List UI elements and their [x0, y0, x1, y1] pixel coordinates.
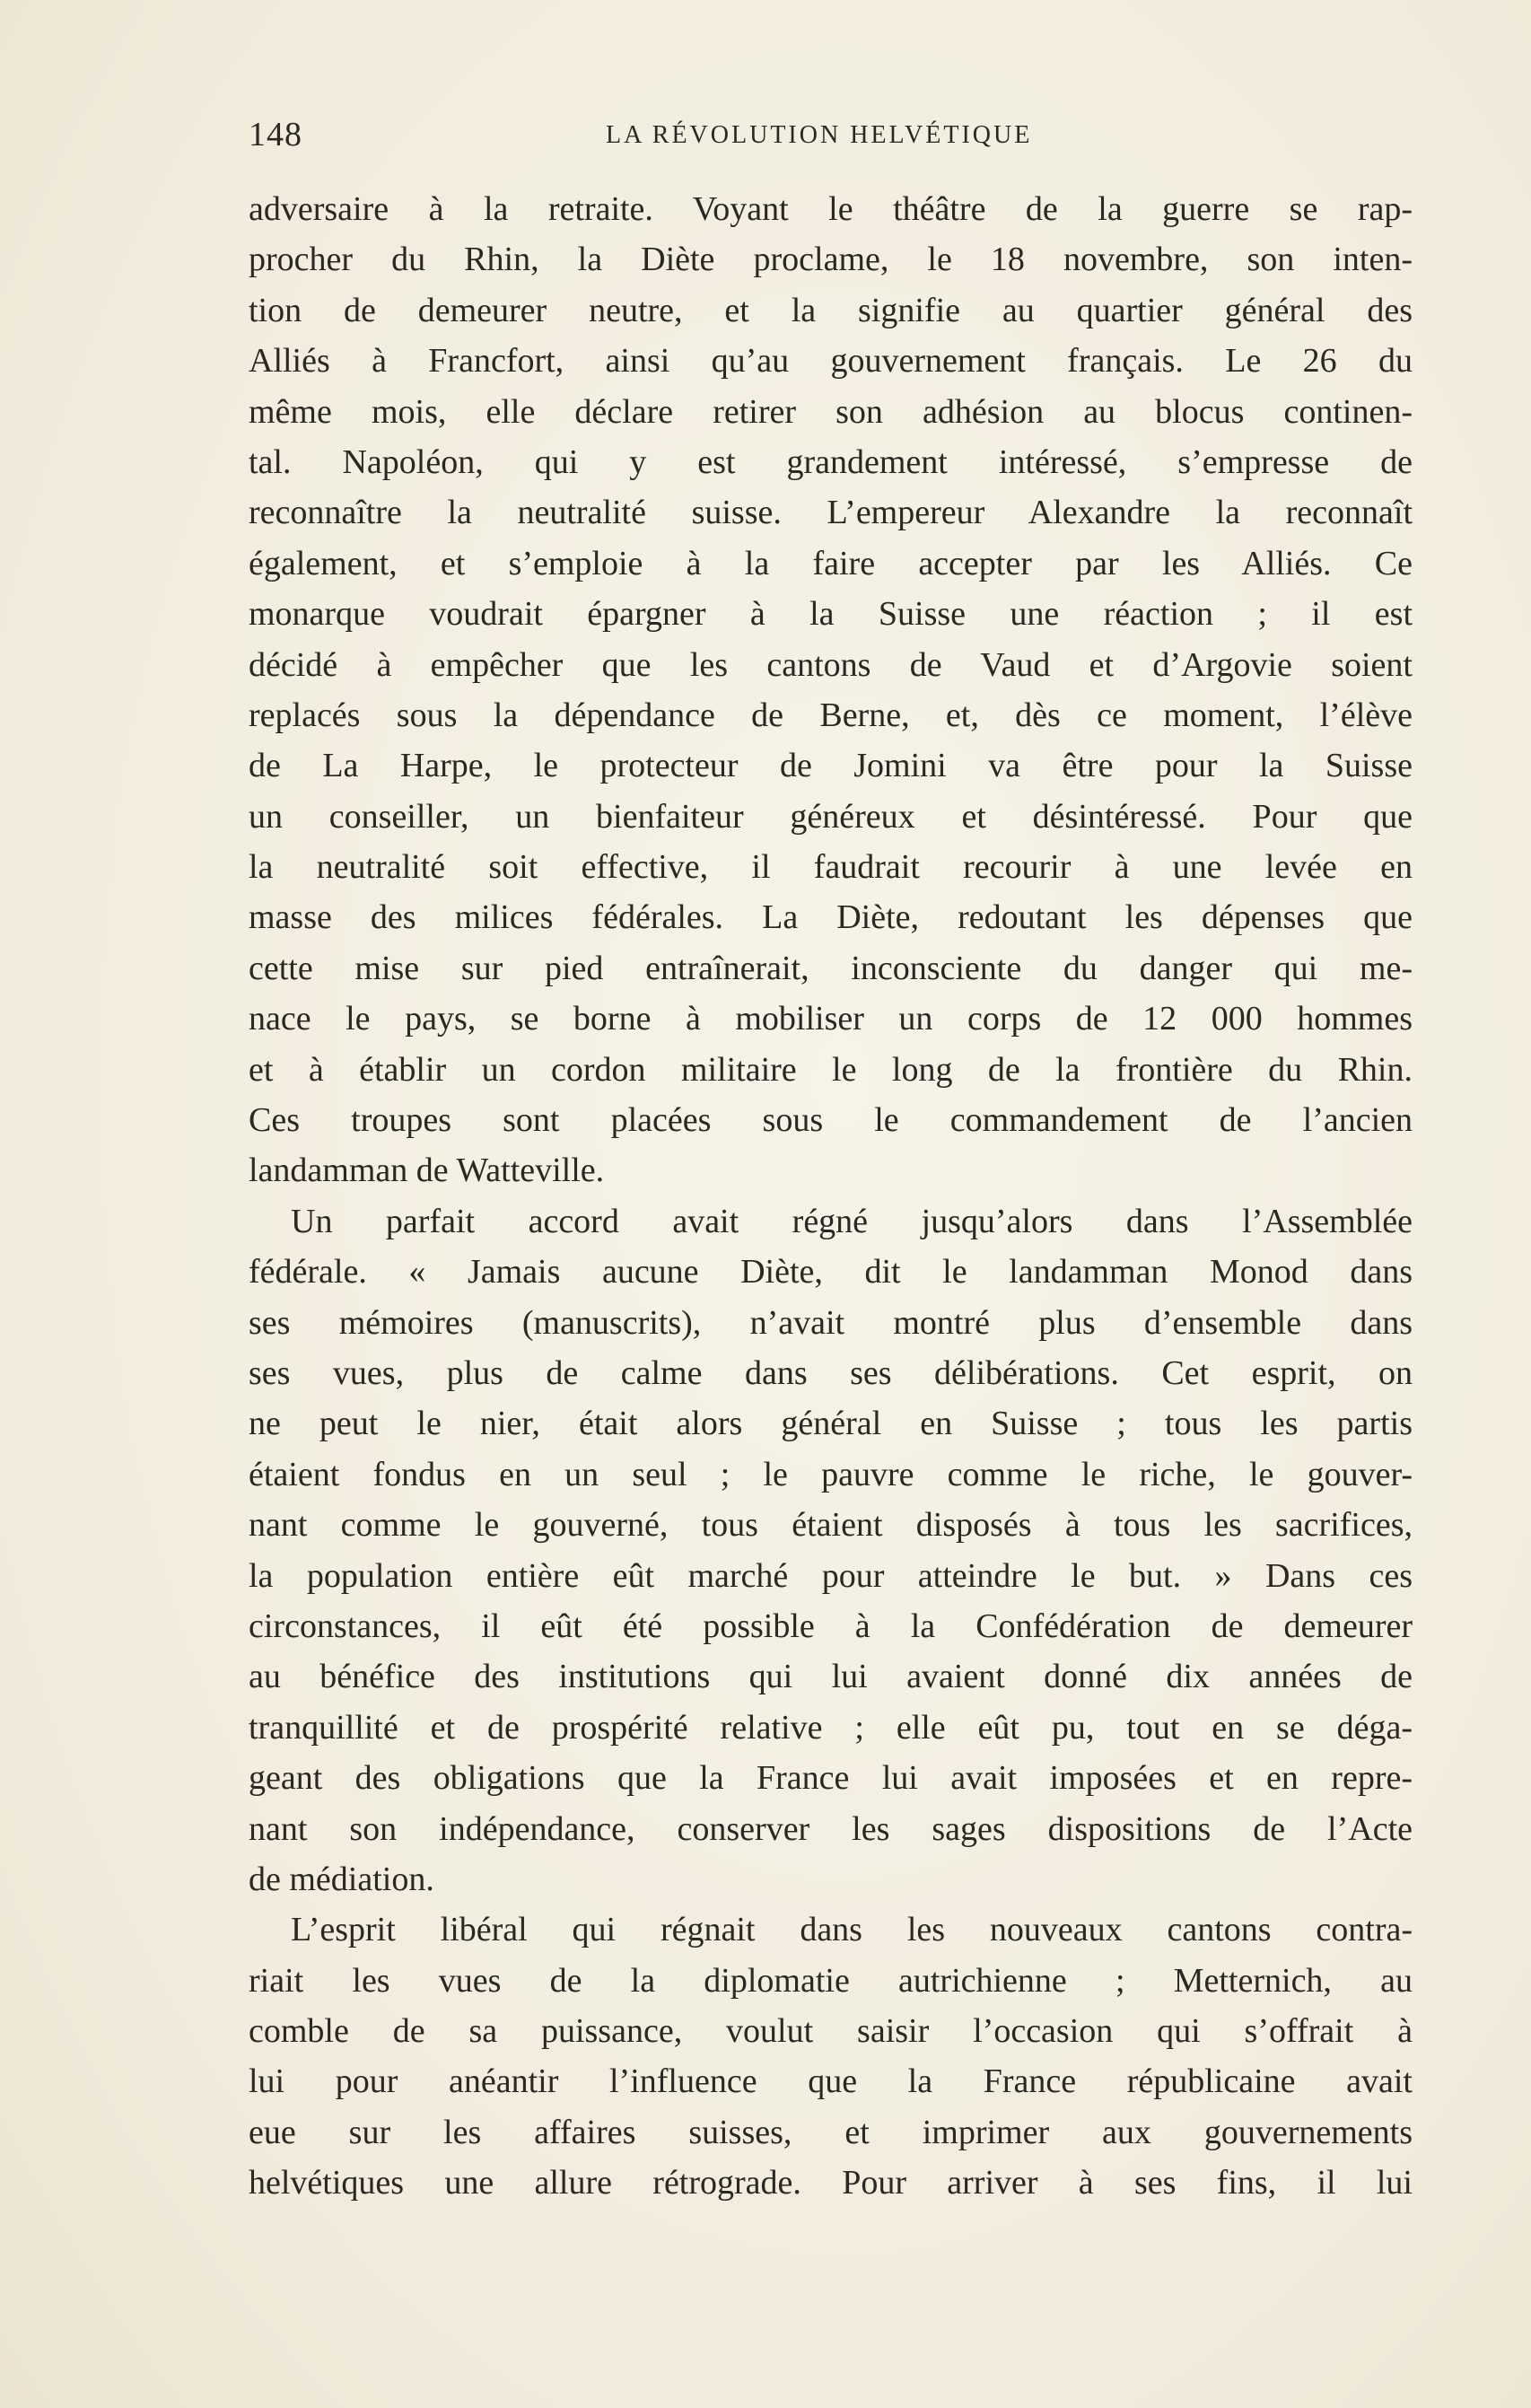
text-line: Alliés à Francfort, ainsi qu’au gouvernement français. Le 26 du [249, 342, 1413, 381]
text-line: landamman de Watteville. [249, 1151, 605, 1190]
text-line: nant comme le gouverné, tous étaient disposés à tous les sacrifices, [249, 1506, 1413, 1545]
text-line: la neutralité soit effective, il faudrait recourir à une levée en [249, 848, 1413, 887]
text-line: geant des obligations que la France lui avait imposées et en repre- [249, 1759, 1413, 1798]
text-line: comble de sa puissance, voulut saisir l’occasion qui s’offrait à [249, 2012, 1413, 2051]
text-line: riait les vues de la diplomatie autrichienne ; Metternich, au [249, 1961, 1413, 2000]
body-text [249, 184, 1413, 2209]
text-line: reconnaître la neutralité suisse. L’empereur Alexandre la reconnaît [249, 494, 1413, 532]
text-line: circonstances, il eût été possible à la Confédération de demeurer [249, 1607, 1413, 1645]
text-line: fédérale. « Jamais aucune Diète, dit le landamman Monod dans [249, 1253, 1413, 1292]
text-line: ses vues, plus de calme dans ses délibérations. Cet esprit, on [249, 1353, 1413, 1392]
text-line: eue sur les affaires suisses, et imprimer aux gouvernements [249, 2113, 1413, 2151]
text-line: masse des milices fédérales. La Diète, redoutant les dépenses que [249, 898, 1413, 937]
text-line: Un parfait accord avait régné jusqu’alors dans l’Assemblée [291, 1202, 1413, 1240]
text-line: ne peut le nier, était alors général en Suisse ; tous les partis [249, 1405, 1413, 1443]
text-line: tal. Napoléon, qui y est grandement intéressé, s’empresse de [249, 442, 1413, 481]
text-line: nace le pays, se borne à mobiliser un corps de 12 000 hommes [249, 1000, 1413, 1038]
text-line: ses mémoires (manuscrits), n’avait montré plus d’ensemble dans [249, 1303, 1413, 1342]
text-line: même mois, elle déclare retirer son adhésion au blocus continen- [249, 392, 1413, 431]
text-line: L’esprit libéral qui régnait dans les nouveaux cantons contra- [291, 1911, 1413, 1949]
page-number: 148 [249, 116, 302, 153]
text-line: lui pour anéantir l’influence que la France républicaine avait [249, 2062, 1413, 2101]
page-header [249, 115, 1415, 160]
text-line: de La Harpe, le protecteur de Jomini va être pour la Suisse [249, 747, 1413, 785]
text-line: cette mise sur pied entraînerait, inconsciente du danger qui me- [249, 949, 1413, 987]
text-line: étaient fondus en un seul ; le pauvre comme le riche, le gouver- [249, 1455, 1413, 1493]
text-line: helvétiques une allure rétrograde. Pour arriver à ses fins, il lui [249, 2164, 1413, 2202]
text-line: tranquillité et de prospérité relative ; elle eût pu, tout en se déga- [249, 1708, 1413, 1747]
text-line: un conseiller, un bienfaiteur généreux et désintéressé. Pour que [249, 797, 1413, 836]
text-line: replacés sous la dépendance de Berne, et, dès ce moment, l’élève [249, 696, 1413, 734]
running-title: LA RÉVOLUTION HELVÉTIQUE [606, 121, 1033, 149]
text-line: la population entière eût marché pour atteindre le but. » Dans ces [249, 1556, 1413, 1595]
text-line: adversaire à la retraite. Voyant le théâtre de la guerre se rap- [249, 190, 1413, 228]
text-line: nant son indépendance, conserver les sages dispositions de l’Acte [249, 1809, 1413, 1848]
text-line: procher du Rhin, la Diète proclame, le 18 novembre, son inten- [249, 241, 1413, 279]
text-line: et à établir un cordon militaire le long de la frontière du Rhin. [249, 1050, 1413, 1089]
text-line: également, et s’emploie à la faire accepter par les Alliés. Ce [249, 544, 1413, 582]
text-line: Ces troupes sont placées sous le commandement de l’ancien [249, 1101, 1413, 1140]
text-line: tion de demeurer neutre, et la signifie au quartier général des [249, 291, 1413, 329]
text-line: au bénéfice des institutions qui lui avaient donné dix années de [249, 1658, 1413, 1696]
text-line: décidé à empêcher que les cantons de Vaud et d’Argovie soient [249, 645, 1413, 684]
text-line: de médiation. [249, 1860, 434, 1898]
text-line: monarque voudrait épargner à la Suisse une réaction ; il est [249, 595, 1413, 634]
